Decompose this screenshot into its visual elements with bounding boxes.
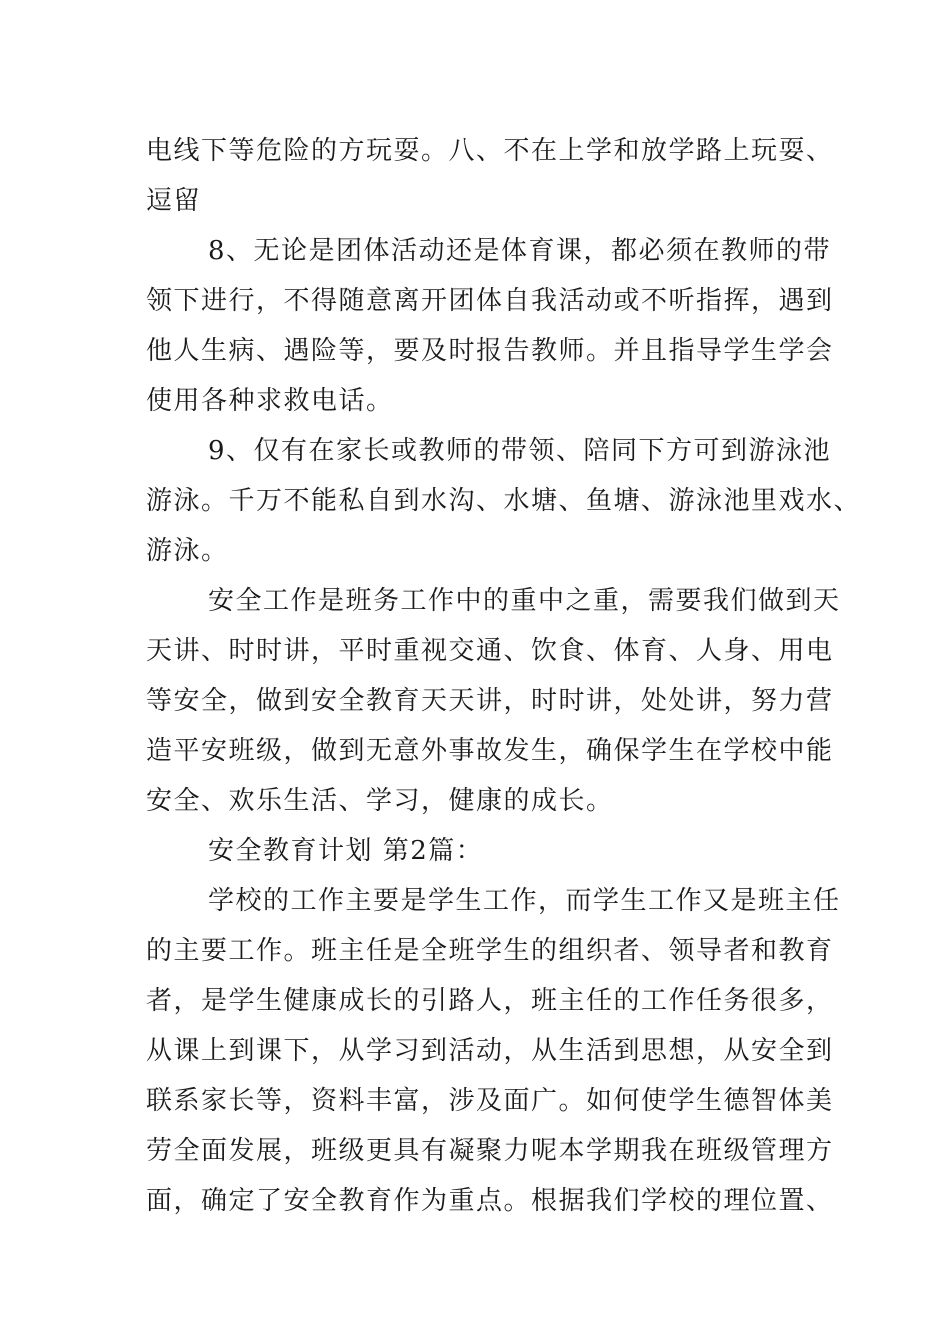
text-line: 劳全面发展，班级更具有凝聚力呢本学期我在班级管理方: [146, 1136, 834, 1166]
text-line: 者，是学生健康成长的引路人，班主任的工作任务很多，: [146, 986, 834, 1016]
text-line: 电线下等危险的方玩耍。八、不在上学和放学路上玩耍、: [146, 136, 834, 166]
text-line: 等安全，做到安全教育天天讲，时时讲，处处讲，努力营: [146, 686, 834, 716]
text-line: 从课上到课下，从学习到活动，从生活到思想，从安全到: [146, 1036, 834, 1066]
text-line: 逗留: [146, 186, 202, 216]
text-line: 联系家长等，资料丰富，涉及面广。如何使学生德智体美: [146, 1086, 834, 1116]
text-line: 面，确定了安全教育作为重点。根据我们学校的理位置、: [146, 1186, 834, 1216]
section-heading: 安全教育计划 第2篇：: [208, 836, 484, 866]
text-line: 他人生病、遇险等，要及时报告教师。并且指导学生学会: [146, 336, 834, 366]
text-line: 天讲、时时讲，平时重视交通、饮食、体育、人身、用电: [146, 636, 834, 666]
document-body: [146, 126, 862, 1226]
text-line: 领下进行，不得随意离开团体自我活动或不听指挥，遇到: [146, 286, 834, 316]
text-line: 造平安班级，做到无意外事故发生，确保学生在学校中能: [146, 736, 834, 766]
paragraph-start-9: 9、仅有在家长或教师的带领、陪同下方可到游泳池: [208, 436, 832, 466]
text-line: 安全、欢乐生活、学习，健康的成长。: [146, 786, 614, 816]
text-line: 游泳。千万不能私自到水沟、水塘、鱼塘、游泳池里戏水、: [146, 486, 862, 516]
paragraph-start-summary: 安全工作是班务工作中的重中之重，需要我们做到天: [208, 586, 841, 616]
paragraph-start-part2: 学校的工作主要是学生工作，而学生工作又是班主任: [208, 886, 841, 916]
text-line: 游泳。: [146, 536, 229, 566]
text-line: 的主要工作。班主任是全班学生的组织者、领导者和教育: [146, 936, 834, 966]
paragraph-start-8: 8、无论是团体活动还是体育课，都必须在教师的带: [208, 236, 832, 266]
text-line: 使用各种求救电话。: [146, 386, 394, 416]
